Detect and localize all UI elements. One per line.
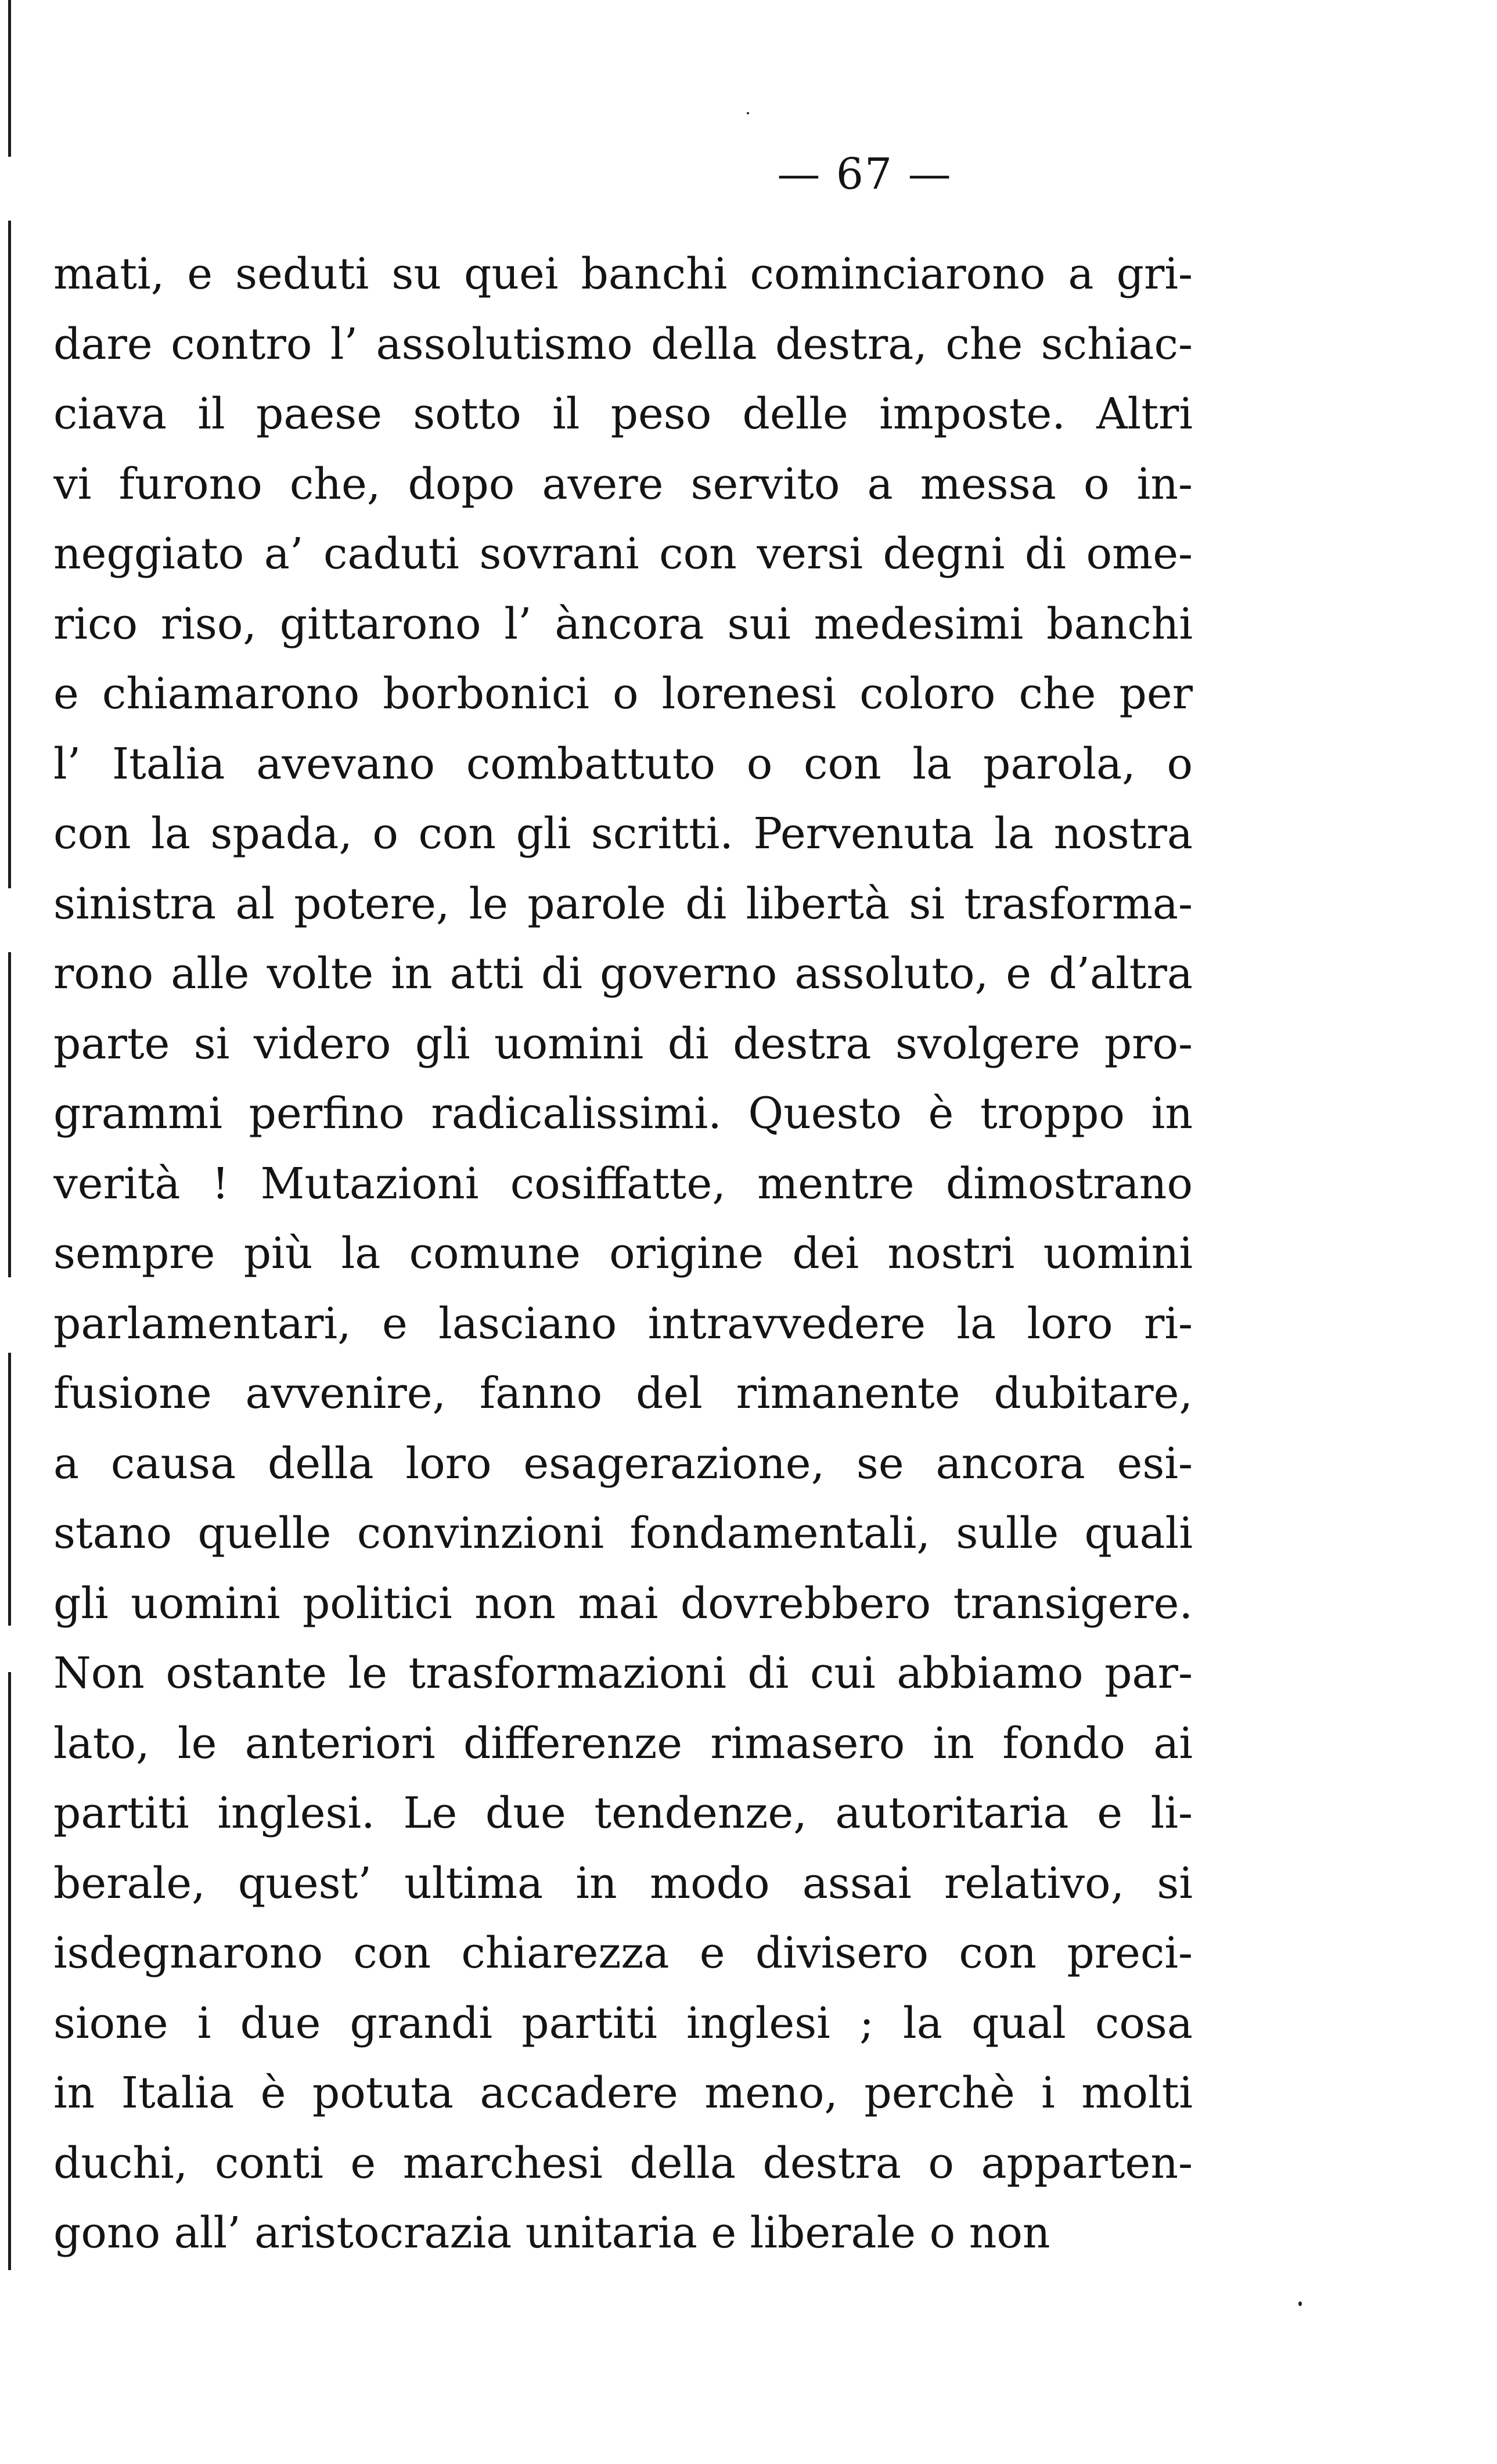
text-line: stano quelle convinzioni fondamentali, sulle quali [53,1508,1193,1558]
text-line: berale, quest’ ultima in modo assai relativo, si [53,1858,1193,1908]
text-line: gli uomini politici non mai dovrebbero transigere. [53,1578,1193,1629]
text-line: fusione avvenire, fanno del rimanente dubitare, [53,1368,1193,1418]
margin-rule [8,0,11,157]
text-line: duchi, conti e marchesi della destra o apparten- [53,2138,1193,2188]
text-line: e chiamarono borbonici o lorenesi coloro che per [53,669,1193,719]
text-line: gono all’ aristocrazia unitaria e liberale o non [53,2208,1050,2258]
margin-rule [8,952,11,1277]
margin-rule [8,221,11,888]
text-line: parlamentari, e lasciano intravvedere la loro ri- [53,1298,1193,1349]
margin-rule [8,1353,11,1626]
text-line: ciava il paese sotto il peso delle imposte. Altri [53,389,1193,439]
text-line: in Italia è potuta accadere meno, perchè i molti [53,2068,1193,2118]
text-line: Non ostante le trasformazioni di cui abbiamo par- [53,1648,1193,1698]
page-number [0,148,1497,200]
text-line: mati, e seduti su quei banchi cominciarono a gri- [53,249,1193,299]
text-line: l’ Italia avevano combattuto o con la parola, o [53,739,1193,789]
text-line: partiti inglesi. Le due tendenze, autoritaria e li- [53,1788,1193,1838]
text-line: grammi perfino radicalissimi. Questo è troppo in [53,1089,1193,1139]
text-line: vi furono che, dopo avere servito a messa o in- [53,459,1193,509]
ink-speck [747,112,749,114]
body-text [53,239,1193,2268]
text-line: sinistra al potere, le parole di libertà si trasforma- [53,878,1193,929]
text-line: rono alle volte in atti di governo assoluto, e d’altra [53,949,1193,999]
text-line: sempre più la comune origine dei nostri uomini [53,1229,1193,1278]
text-line: lato, le anteriori differenze rimasero in fondo ai [53,1718,1193,1768]
page-number-text: — 67 — [777,149,952,199]
text-line: con la spada, o con gli scritti. Pervenuta la nostra [53,809,1193,859]
text-line: isdegnarono con chiarezza e divisero con preci- [53,1928,1193,1978]
ink-speck [1298,2301,1302,2306]
margin-rule [8,1672,11,2270]
text-line: a causa della loro esagerazione, se ancora esi- [53,1438,1193,1489]
text-line: sione i due grandi partiti inglesi ; la qual cosa [53,1998,1193,2048]
text-line: verità ! Mutazioni cosiffatte, mentre dimostrano [53,1158,1193,1209]
text-line: parte si videro gli uomini di destra svolgere pro- [53,1018,1193,1069]
text-line: neggiato a’ caduti sovrani con versi degni di ome- [53,529,1193,579]
text-line: rico riso, gittarono l’ àncora sui medesimi banchi [53,599,1193,649]
text-line: dare contro l’ assolutismo della destra, che schiac- [53,319,1193,369]
